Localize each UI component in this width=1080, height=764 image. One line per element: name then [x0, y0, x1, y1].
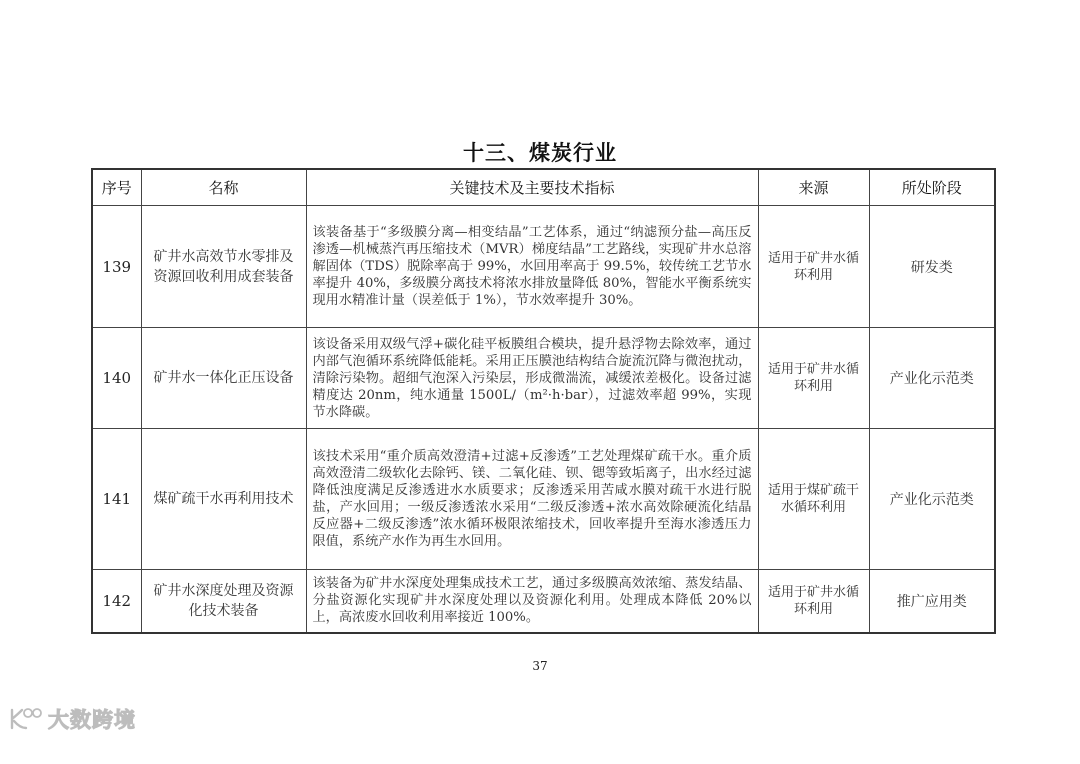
- header-no: 序号: [92, 169, 141, 206]
- row-no: 139: [92, 206, 141, 328]
- row-stage: 研发类: [869, 206, 995, 328]
- row-name: 矿井水一体化正压设备: [141, 328, 306, 429]
- row-source: 适用于煤矿疏干水循环利用: [758, 429, 869, 570]
- watermark-text: 大数跨境: [48, 708, 136, 732]
- row-stage: 产业化示范类: [869, 328, 995, 429]
- row-no: 141: [92, 429, 141, 570]
- row-no: 140: [92, 328, 141, 429]
- row-source: 适用于矿井水循环利用: [758, 570, 869, 633]
- table-row: [92, 206, 995, 328]
- row-stage: 产业化示范类: [869, 429, 995, 570]
- table-row: [92, 429, 995, 570]
- row-name: 煤矿疏干水再利用技术: [141, 429, 306, 570]
- header-tech: 关键技术及主要技术指标: [306, 169, 758, 206]
- watermark: [8, 704, 136, 734]
- header-stage: 所处阶段: [869, 169, 995, 206]
- row-source: 适用于矿井水循环利用: [758, 328, 869, 429]
- row-tech: 该装备基于“多级膜分离—相变结晶”工艺体系，通过“纳滤预分盐—高压反渗透—机械蒸汽再压缩技术（MVR）梯度结晶”工艺路线，实现矿井水总溶解固体（TDS）脱除率高于 99%，水回用率高于 99.5%，较传统工艺节水率提升 40%，多级膜分离技术将浓水排放量降低 80%，智能水平衡系统实现用水精准计量（误差低于 1%），节水效率提升 30%。: [306, 206, 758, 328]
- row-name: 矿井水深度处理及资源化技术装备: [141, 570, 306, 633]
- page-number: 37: [532, 659, 548, 673]
- row-no: 142: [92, 570, 141, 633]
- row-tech: 该技术采用“重介质高效澄清+过滤+反渗透”工艺处理煤矿疏干水。重介质高效澄清二级软化去除钙、镁、二氧化硅、钡、锶等致垢离子，出水经过滤降低浊度满足反渗透进水水质要求；反渗透采用苦咸水膜对疏干水进行脱盐，产水回用；一级反渗透浓水采用“二级反渗透+浓水高效除硬流化结晶反应器+二级反渗透”浓水循环极限浓缩技术，回收率提升至海水渗透压力限值，系统产水作为再生水回用。: [306, 429, 758, 570]
- section-title: 十三、煤炭行业: [463, 141, 617, 165]
- row-tech: 该装备为矿井水深度处理集成技术工艺，通过多级膜高效浓缩、蒸发结晶、分盐资源化实现矿井水深度处理以及资源化利用。处理成本降低 20%以上，高浓废水回收利用率接近 100%。: [306, 570, 758, 633]
- row-tech: 该设备采用双级气浮+碳化硅平板膜组合模块，提升悬浮物去除效率，通过内部气泡循环系统降低能耗。采用正压膜池结构结合旋流沉降与微泡扰动，清除污染物。超细气泡深入污染层，形成微湍流，减缓浓差极化。设备过滤精度达 20nm，纯水通量 1500L/（m²·h·bar），过滤效率超 99%，实现节水降碳。: [306, 328, 758, 429]
- row-name: 矿井水高效节水零排及资源回收利用成套装备: [141, 206, 306, 328]
- table-header-row: [92, 169, 995, 206]
- header-source: 来源: [758, 169, 869, 206]
- watermark-logo-icon: [8, 706, 42, 732]
- header-name: 名称: [141, 169, 306, 206]
- row-source: 适用于矿井水循环利用: [758, 206, 869, 328]
- technology-table: [91, 168, 996, 634]
- table-row: [92, 328, 995, 429]
- row-stage: 推广应用类: [869, 570, 995, 633]
- table-row: [92, 570, 995, 633]
